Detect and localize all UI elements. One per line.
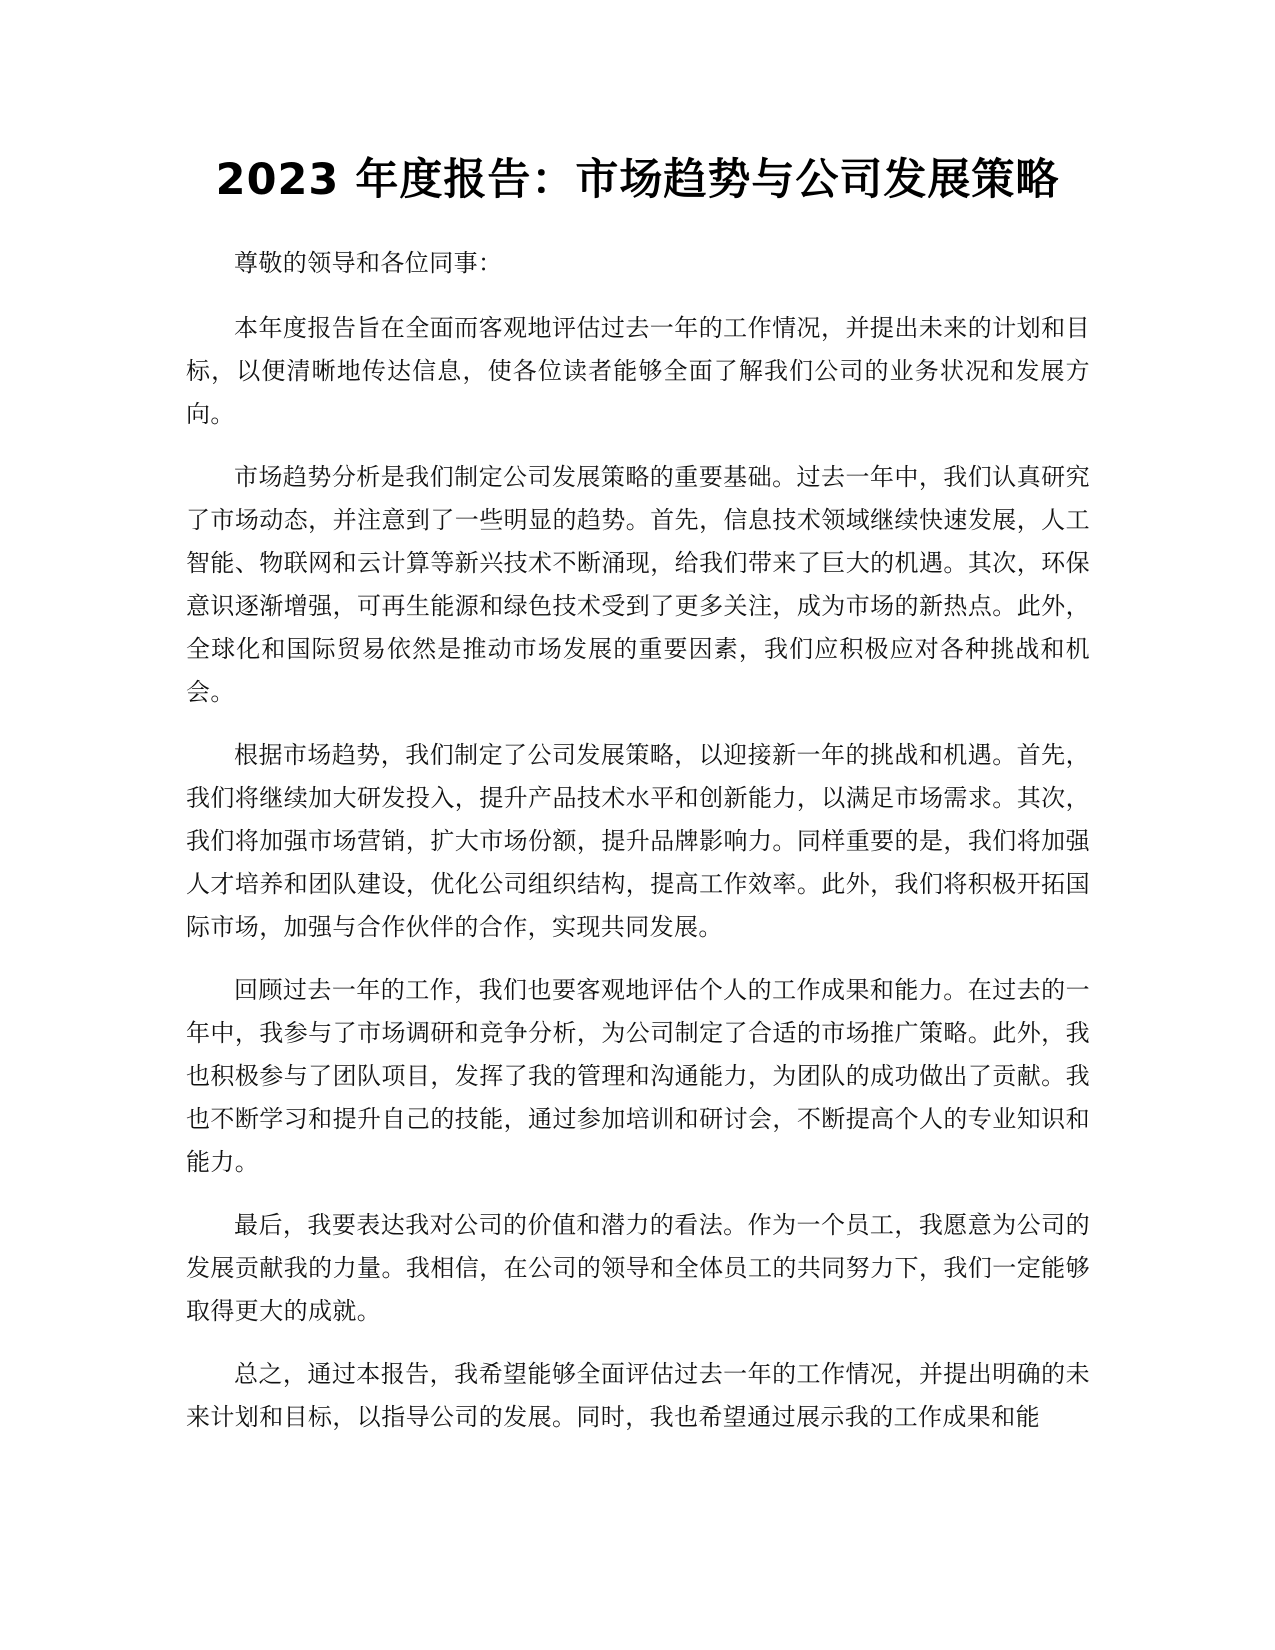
document-title: 2023 年度报告：市场趋势与公司发展策略 [215, 155, 1060, 205]
paragraph-self-review: 回顾过去一年的工作，我们也要客观地评估个人的工作成果和能力。在过去的一年中，我参与了市场调研和竞争分析，为公司制定了合适的市场推广策略。此外，我也积极参与了团队项目，发挥了我的管理和沟通能力，为团队的成功做出了贡献。我也不断学习和提升自己的技能，通过参加培训和研讨会，不断提高个人的专业知识和能力。 [186, 976, 1090, 1176]
paragraph-company-value: 最后，我要表达我对公司的价值和潜力的看法。作为一个员工，我愿意为公司的发展贡献我的力量。我相信，在公司的领导和全体员工的共同努力下，我们一定能够取得更大的成就。 [186, 1211, 1090, 1325]
paragraph-market-trends: 市场趋势分析是我们制定公司发展策略的重要基础。过去一年中，我们认真研究了市场动态，并注意到了一些明显的趋势。首先，信息技术领域继续快速发展，人工智能、物联网和云计算等新兴技术不断涌现，给我们带来了巨大的机遇。其次，环保意识逐渐增强，可再生能源和绿色技术受到了更多关注，成为市场的新热点。此外，全球化和国际贸易依然是推动市场发展的重要因素，我们应积极应对各种挑战和机会。 [186, 463, 1090, 706]
paragraph-summary: 总之，通过本报告，我希望能够全面评估过去一年的工作情况，并提出明确的未来计划和目标，以指导公司的发展。同时，我也希望通过展示我的工作成果和能 [186, 1360, 1090, 1431]
paragraph-intro: 本年度报告旨在全面而客观地评估过去一年的工作情况，并提出未来的计划和目标，以便清晰地传达信息，使各位读者能够全面了解我们公司的业务状况和发展方向。 [186, 314, 1090, 428]
paragraph-strategy: 根据市场趋势，我们制定了公司发展策略，以迎接新一年的挑战和机遇。首先，我们将继续加大研发投入，提升产品技术水平和创新能力，以满足市场需求。其次，我们将加强市场营销，扩大市场份额，提升品牌影响力。同样重要的是，我们将加强人才培养和团队建设，优化公司组织结构，提高工作效率。此外，我们将积极开拓国际市场，加强与合作伙伴的合作，实现共同发展。 [186, 741, 1090, 941]
document-body [186, 242, 1090, 1459]
greeting-line: 尊敬的领导和各位同事： [234, 249, 503, 277]
